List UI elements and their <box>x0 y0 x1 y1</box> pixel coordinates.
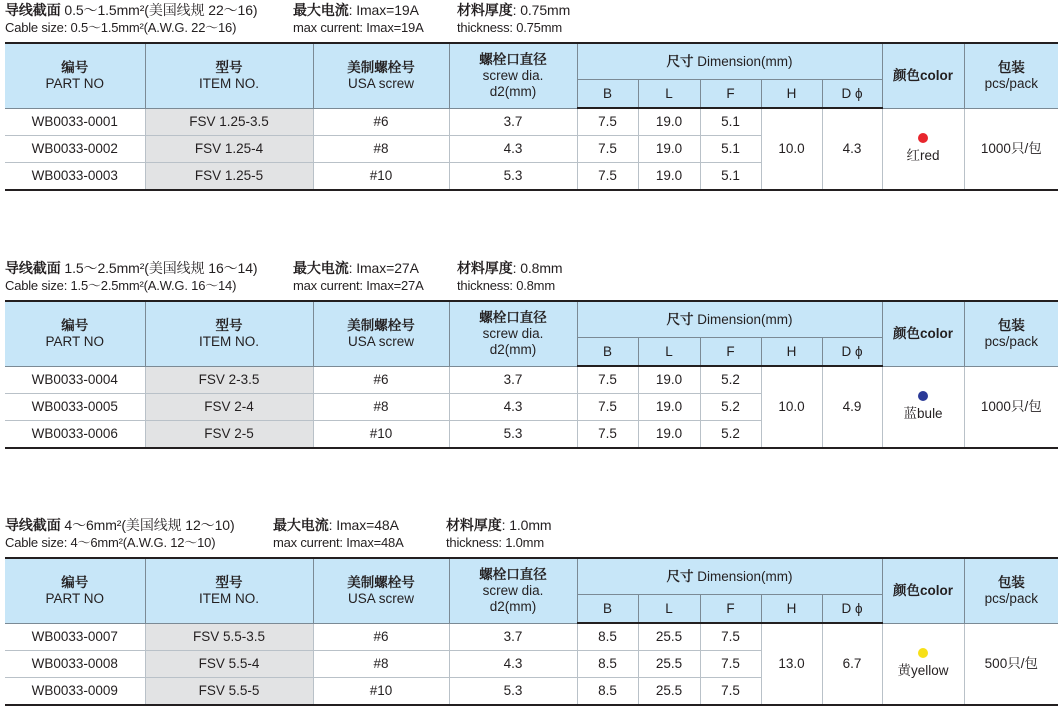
dim-f-cell: 5.2 <box>700 421 761 449</box>
cable-size-spec: 导线截面 1.5～2.5mm²(美国线规 16～14) Cable size: 1.5～2.5mm²(A.W.G. 16～14) <box>5 260 258 293</box>
part-no-cell: WB0033-0004 <box>5 366 145 394</box>
usa-screw-cell: #6 <box>313 108 449 136</box>
header-dimension: 尺寸 Dimension(mm) <box>577 558 882 595</box>
dim-l-cell: 25.5 <box>638 678 700 706</box>
part-no-cell: WB0033-0009 <box>5 678 145 706</box>
table-row <box>5 108 1058 136</box>
dim-f-cell: 5.1 <box>700 108 761 136</box>
header-color: 颜色color <box>882 558 964 623</box>
dim-l-cell: 19.0 <box>638 394 700 421</box>
dim-h-cell: 10.0 <box>761 366 822 448</box>
max-current-spec: 最大电流: Imax=48A max current: Imax=48A <box>273 517 404 550</box>
screw-dia-cell: 5.3 <box>449 163 577 191</box>
part-no-cell: WB0033-0008 <box>5 651 145 678</box>
usa-screw-cell: #6 <box>313 366 449 394</box>
header-dim-b: B <box>577 80 638 109</box>
header-item-no: 型号 ITEM NO. <box>145 43 313 108</box>
usa-screw-cell: #8 <box>313 136 449 163</box>
header-pack: 包装 pcs/pack <box>964 301 1058 366</box>
header-pack: 包装 pcs/pack <box>964 43 1058 108</box>
pack-cell: 1000只/包 <box>964 108 1058 190</box>
header-part-no: 编号 PART NO <box>5 558 145 623</box>
pack-cell: 500只/包 <box>964 623 1058 705</box>
part-no-cell: WB0033-0002 <box>5 136 145 163</box>
dim-b-cell: 7.5 <box>577 394 638 421</box>
thickness-spec: 材料厚度: 0.75mm thickness: 0.75mm <box>457 2 571 35</box>
dim-d-cell: 4.3 <box>822 108 882 190</box>
screw-dia-cell: 4.3 <box>449 136 577 163</box>
header-dim-l: L <box>638 595 700 624</box>
header-color: 颜色color <box>882 301 964 366</box>
dim-b-cell: 7.5 <box>577 421 638 449</box>
item-no-cell: FSV 5.5-5 <box>145 678 313 706</box>
dim-d-cell: 4.9 <box>822 366 882 448</box>
spec-header <box>0 517 1063 557</box>
dim-b-cell: 8.5 <box>577 651 638 678</box>
max-current-spec: 最大电流: Imax=19A max current: Imax=19A <box>293 2 424 35</box>
header-dimension: 尺寸 Dimension(mm) <box>577 301 882 338</box>
dim-b-cell: 8.5 <box>577 623 638 651</box>
header-dim-d: D ϕ <box>822 595 882 624</box>
header-dim-l: L <box>638 338 700 367</box>
color-dot-icon <box>918 648 928 658</box>
cable-size-spec: 导线截面 4～6mm²(美国线规 12～10) Cable size: 4～6mm²(A.W.G. 12～10) <box>5 517 235 550</box>
table-row <box>5 623 1058 651</box>
header-color: 颜色color <box>882 43 964 108</box>
item-no-cell: FSV 2-5 <box>145 421 313 449</box>
dim-b-cell: 8.5 <box>577 678 638 706</box>
header-usa-screw: 美制螺栓号 USA screw <box>313 558 449 623</box>
spec-table <box>5 300 1058 449</box>
header-item-no: 型号 ITEM NO. <box>145 301 313 366</box>
item-no-cell: FSV 5.5-4 <box>145 651 313 678</box>
dim-l-cell: 19.0 <box>638 163 700 191</box>
screw-dia-cell: 3.7 <box>449 366 577 394</box>
dim-h-cell: 10.0 <box>761 108 822 190</box>
dim-b-cell: 7.5 <box>577 366 638 394</box>
dim-l-cell: 25.5 <box>638 623 700 651</box>
dim-b-cell: 7.5 <box>577 108 638 136</box>
usa-screw-cell: #10 <box>313 678 449 706</box>
color-dot-icon <box>918 391 928 401</box>
screw-dia-cell: 4.3 <box>449 651 577 678</box>
color-label: 蓝bule <box>903 406 943 422</box>
header-dim-b: B <box>577 338 638 367</box>
screw-dia-cell: 5.3 <box>449 421 577 449</box>
dim-h-cell: 13.0 <box>761 623 822 705</box>
header-dim-h: H <box>761 595 822 624</box>
dim-l-cell: 19.0 <box>638 108 700 136</box>
color-cell <box>882 366 964 448</box>
screw-dia-cell: 4.3 <box>449 394 577 421</box>
header-dim-d: D ϕ <box>822 80 882 109</box>
spec-header <box>0 2 1063 42</box>
usa-screw-cell: #8 <box>313 651 449 678</box>
spec-table <box>5 42 1058 191</box>
header-dim-f: F <box>700 595 761 624</box>
color-label: 红red <box>906 148 940 164</box>
dim-f-cell: 5.2 <box>700 394 761 421</box>
part-no-cell: WB0033-0005 <box>5 394 145 421</box>
item-no-cell: FSV 5.5-3.5 <box>145 623 313 651</box>
header-dim-d: D ϕ <box>822 338 882 367</box>
usa-screw-cell: #10 <box>313 163 449 191</box>
usa-screw-cell: #6 <box>313 623 449 651</box>
dim-l-cell: 19.0 <box>638 366 700 394</box>
table-row <box>5 366 1058 394</box>
item-no-cell: FSV 1.25-3.5 <box>145 108 313 136</box>
header-item-no: 型号 ITEM NO. <box>145 558 313 623</box>
item-no-cell: FSV 1.25-4 <box>145 136 313 163</box>
header-dim-b: B <box>577 595 638 624</box>
header-screw-dia: 螺栓口直径 screw dia. d2(mm) <box>449 558 577 623</box>
item-no-cell: FSV 2-4 <box>145 394 313 421</box>
header-pack: 包装 pcs/pack <box>964 558 1058 623</box>
dim-f-cell: 5.2 <box>700 366 761 394</box>
part-no-cell: WB0033-0003 <box>5 163 145 191</box>
screw-dia-cell: 3.7 <box>449 108 577 136</box>
color-cell <box>882 623 964 705</box>
dim-f-cell: 7.5 <box>700 678 761 706</box>
dim-f-cell: 7.5 <box>700 651 761 678</box>
header-dim-h: H <box>761 80 822 109</box>
color-label: 黄yellow <box>897 663 949 679</box>
dim-f-cell: 7.5 <box>700 623 761 651</box>
dim-d-cell: 6.7 <box>822 623 882 705</box>
dim-f-cell: 5.1 <box>700 163 761 191</box>
thickness-spec: 材料厚度: 1.0mm thickness: 1.0mm <box>446 517 552 550</box>
header-part-no: 编号 PART NO <box>5 43 145 108</box>
usa-screw-cell: #8 <box>313 394 449 421</box>
header-part-no: 编号 PART NO <box>5 301 145 366</box>
screw-dia-cell: 5.3 <box>449 678 577 706</box>
dim-l-cell: 25.5 <box>638 651 700 678</box>
color-dot-icon <box>918 133 928 143</box>
header-usa-screw: 美制螺栓号 USA screw <box>313 43 449 108</box>
screw-dia-cell: 3.7 <box>449 623 577 651</box>
part-no-cell: WB0033-0001 <box>5 108 145 136</box>
dim-l-cell: 19.0 <box>638 136 700 163</box>
item-no-cell: FSV 2-3.5 <box>145 366 313 394</box>
cable-size-spec: 导线截面 0.5～1.5mm²(美国线规 22～16) Cable size: 0.5～1.5mm²(A.W.G. 22～16) <box>5 2 258 35</box>
max-current-spec: 最大电流: Imax=27A max current: Imax=27A <box>293 260 424 293</box>
dim-b-cell: 7.5 <box>577 163 638 191</box>
part-no-cell: WB0033-0007 <box>5 623 145 651</box>
header-screw-dia: 螺栓口直径 screw dia. d2(mm) <box>449 43 577 108</box>
thickness-spec: 材料厚度: 0.8mm thickness: 0.8mm <box>457 260 563 293</box>
header-dimension: 尺寸 Dimension(mm) <box>577 43 882 80</box>
item-no-cell: FSV 1.25-5 <box>145 163 313 191</box>
header-dim-f: F <box>700 338 761 367</box>
color-cell <box>882 108 964 190</box>
spec-header <box>0 260 1063 300</box>
header-dim-f: F <box>700 80 761 109</box>
header-dim-l: L <box>638 80 700 109</box>
header-usa-screw: 美制螺栓号 USA screw <box>313 301 449 366</box>
dim-f-cell: 5.1 <box>700 136 761 163</box>
dim-l-cell: 19.0 <box>638 421 700 449</box>
header-screw-dia: 螺栓口直径 screw dia. d2(mm) <box>449 301 577 366</box>
part-no-cell: WB0033-0006 <box>5 421 145 449</box>
pack-cell: 1000只/包 <box>964 366 1058 448</box>
dim-b-cell: 7.5 <box>577 136 638 163</box>
spec-table <box>5 557 1058 706</box>
usa-screw-cell: #10 <box>313 421 449 449</box>
header-dim-h: H <box>761 338 822 367</box>
